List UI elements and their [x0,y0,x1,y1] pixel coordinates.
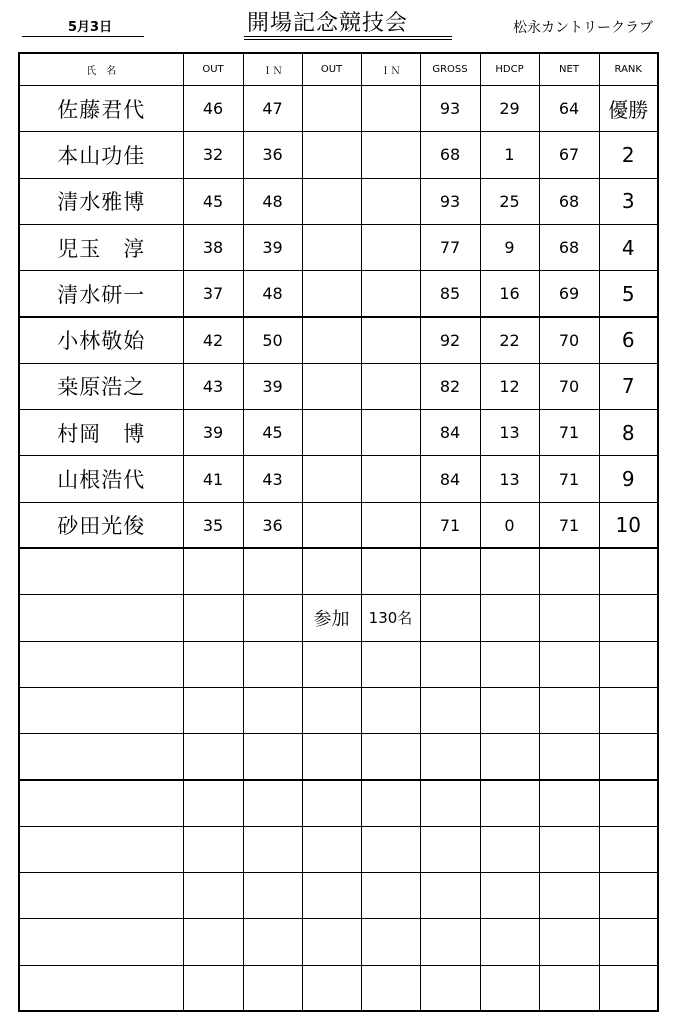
out-score-2 [302,363,361,409]
out-score-2 [302,410,361,456]
player-name: 清水研一 [19,271,183,317]
participants-count: 130名 [361,595,420,641]
out-score-2 [302,224,361,270]
gross-score: 92 [420,317,480,363]
empty-cell [539,826,599,872]
empty-cell [420,965,480,1011]
gross-score: 93 [420,86,480,132]
hdcp-value: 22 [480,317,539,363]
empty-cell [183,641,243,687]
empty-cell [420,919,480,965]
empty-cell [183,780,243,826]
empty-cell [302,826,361,872]
rank-value: 10 [599,502,658,548]
in-score-2 [361,502,420,548]
empty-cell [599,734,658,780]
out-score-2 [302,132,361,178]
empty-cell [480,873,539,919]
player-name: 児玉 淳 [19,224,183,270]
col-header-rank: RANK [599,53,658,86]
net-score: 69 [539,271,599,317]
table-row [19,502,658,548]
out-score-2 [302,317,361,363]
empty-cell [599,873,658,919]
net-score: 71 [539,456,599,502]
col-header-net: NET [539,53,599,86]
empty-cell [302,548,361,594]
in-score: 43 [243,456,302,502]
out-score: 35 [183,502,243,548]
hdcp-value: 25 [480,178,539,224]
net-score: 67 [539,132,599,178]
empty-row [19,687,658,733]
empty-cell [302,873,361,919]
in-score-2 [361,132,420,178]
empty-cell [420,734,480,780]
empty-cell [183,919,243,965]
out-score-2 [302,271,361,317]
results-table [18,52,659,1012]
player-name: 村岡 博 [19,410,183,456]
col-header-name: 氏 名 [19,53,183,86]
col-header-in: ＩＮ [243,53,302,86]
in-score-2 [361,86,420,132]
in-score-2 [361,224,420,270]
empty-cell [599,548,658,594]
hdcp-value: 1 [480,132,539,178]
net-score: 71 [539,502,599,548]
empty-cell [243,734,302,780]
in-score: 48 [243,178,302,224]
empty-cell [539,687,599,733]
date-underline [22,36,144,37]
empty-cell [480,965,539,1011]
empty-row [19,919,658,965]
empty-row [19,826,658,872]
in-score: 47 [243,86,302,132]
empty-cell [361,826,420,872]
empty-cell [599,826,658,872]
out-score-2 [302,502,361,548]
in-score-2 [361,271,420,317]
in-score: 50 [243,317,302,363]
participants-row [19,595,658,641]
in-score-2 [361,410,420,456]
empty-cell [480,734,539,780]
empty-cell [420,780,480,826]
gross-score: 85 [420,271,480,317]
empty-cell [302,734,361,780]
empty-cell [19,595,183,641]
empty-cell [539,548,599,594]
table-header-row [19,53,658,86]
net-score: 70 [539,317,599,363]
empty-cell [183,873,243,919]
page-header [0,0,675,48]
empty-cell [480,826,539,872]
in-score-2 [361,178,420,224]
table-row [19,86,658,132]
in-score: 39 [243,363,302,409]
gross-score: 82 [420,363,480,409]
empty-cell [183,548,243,594]
net-score: 68 [539,178,599,224]
rank-value: 2 [599,132,658,178]
out-score: 37 [183,271,243,317]
in-score-2 [361,363,420,409]
in-score: 36 [243,502,302,548]
empty-cell [420,826,480,872]
empty-cell [480,780,539,826]
rank-value: 3 [599,178,658,224]
empty-cell [599,780,658,826]
empty-cell [19,687,183,733]
empty-cell [243,548,302,594]
col-header-out-2: OUT [302,53,361,86]
empty-cell [243,965,302,1011]
table-row [19,224,658,270]
hdcp-value: 0 [480,502,539,548]
title-underline-double [244,39,452,40]
empty-cell [420,595,480,641]
empty-cell [539,641,599,687]
hdcp-value: 13 [480,410,539,456]
club-name: 松永カントリークラブ [513,20,653,36]
empty-cell [302,965,361,1011]
empty-cell [243,595,302,641]
empty-cell [243,873,302,919]
rank-value: 優勝 [599,86,658,132]
rank-value: 5 [599,271,658,317]
empty-cell [599,641,658,687]
participants-label: 参加 [302,595,361,641]
table-row [19,363,658,409]
empty-row [19,548,658,594]
table-row [19,271,658,317]
net-score: 70 [539,363,599,409]
empty-cell [19,641,183,687]
in-score: 36 [243,132,302,178]
empty-cell [480,595,539,641]
out-score: 41 [183,456,243,502]
empty-cell [183,734,243,780]
out-score: 45 [183,178,243,224]
table-row [19,178,658,224]
table-row [19,410,658,456]
out-score-2 [302,86,361,132]
net-score: 71 [539,410,599,456]
gross-score: 71 [420,502,480,548]
hdcp-value: 16 [480,271,539,317]
player-name: 佐藤君代 [19,86,183,132]
empty-cell [420,641,480,687]
net-score: 64 [539,86,599,132]
empty-row [19,734,658,780]
player-name: 桒原浩之 [19,363,183,409]
table-row [19,456,658,502]
empty-cell [302,641,361,687]
empty-cell [302,780,361,826]
table-row [19,317,658,363]
net-score: 68 [539,224,599,270]
table-row [19,132,658,178]
hdcp-value: 12 [480,363,539,409]
empty-cell [183,965,243,1011]
empty-cell [19,548,183,594]
page-title: 開場記念競技会 [247,11,409,36]
empty-cell [599,965,658,1011]
empty-cell [183,826,243,872]
empty-cell [599,595,658,641]
empty-cell [361,641,420,687]
empty-cell [243,826,302,872]
out-score: 46 [183,86,243,132]
empty-cell [302,919,361,965]
hdcp-value: 29 [480,86,539,132]
hdcp-value: 9 [480,224,539,270]
in-score-2 [361,317,420,363]
rank-value: 6 [599,317,658,363]
empty-cell [19,919,183,965]
empty-cell [19,734,183,780]
in-score: 39 [243,224,302,270]
empty-cell [19,826,183,872]
title-underline [244,36,452,37]
empty-cell [243,780,302,826]
empty-cell [361,780,420,826]
empty-cell [361,873,420,919]
hdcp-value: 13 [480,456,539,502]
gross-score: 84 [420,456,480,502]
empty-cell [361,548,420,594]
out-score: 38 [183,224,243,270]
empty-cell [599,919,658,965]
empty-cell [480,687,539,733]
empty-cell [361,919,420,965]
in-score: 48 [243,271,302,317]
empty-cell [420,548,480,594]
empty-row [19,965,658,1011]
empty-row [19,641,658,687]
col-header-out: OUT [183,53,243,86]
empty-cell [183,595,243,641]
rank-value: 7 [599,363,658,409]
out-score: 32 [183,132,243,178]
player-name: 砂田光俊 [19,502,183,548]
out-score-2 [302,456,361,502]
empty-cell [19,873,183,919]
empty-cell [539,965,599,1011]
player-name: 清水雅博 [19,178,183,224]
player-name: 小林敬始 [19,317,183,363]
empty-cell [19,780,183,826]
empty-cell [183,687,243,733]
rank-value: 8 [599,410,658,456]
player-name: 本山功佳 [19,132,183,178]
out-score: 43 [183,363,243,409]
out-score-2 [302,178,361,224]
empty-cell [243,687,302,733]
empty-cell [302,687,361,733]
empty-cell [539,595,599,641]
empty-cell [361,734,420,780]
empty-cell [361,687,420,733]
empty-cell [243,641,302,687]
empty-cell [480,641,539,687]
col-header-in-2: ＩＮ [361,53,420,86]
empty-cell [19,965,183,1011]
event-date: 5月3日 [68,20,113,35]
out-score: 42 [183,317,243,363]
empty-cell [480,919,539,965]
col-header-hdcp: HDCP [480,53,539,86]
in-score: 45 [243,410,302,456]
empty-cell [361,965,420,1011]
gross-score: 84 [420,410,480,456]
player-name: 山根浩代 [19,456,183,502]
empty-cell [539,919,599,965]
empty-cell [420,687,480,733]
empty-cell [599,687,658,733]
empty-cell [480,548,539,594]
out-score: 39 [183,410,243,456]
col-header-gross: GROSS [420,53,480,86]
empty-cell [243,919,302,965]
empty-row [19,873,658,919]
empty-cell [420,873,480,919]
rank-value: 9 [599,456,658,502]
empty-cell [539,734,599,780]
empty-cell [539,873,599,919]
empty-cell [539,780,599,826]
empty-row [19,780,658,826]
rank-value: 4 [599,224,658,270]
gross-score: 93 [420,178,480,224]
gross-score: 68 [420,132,480,178]
gross-score: 77 [420,224,480,270]
in-score-2 [361,456,420,502]
